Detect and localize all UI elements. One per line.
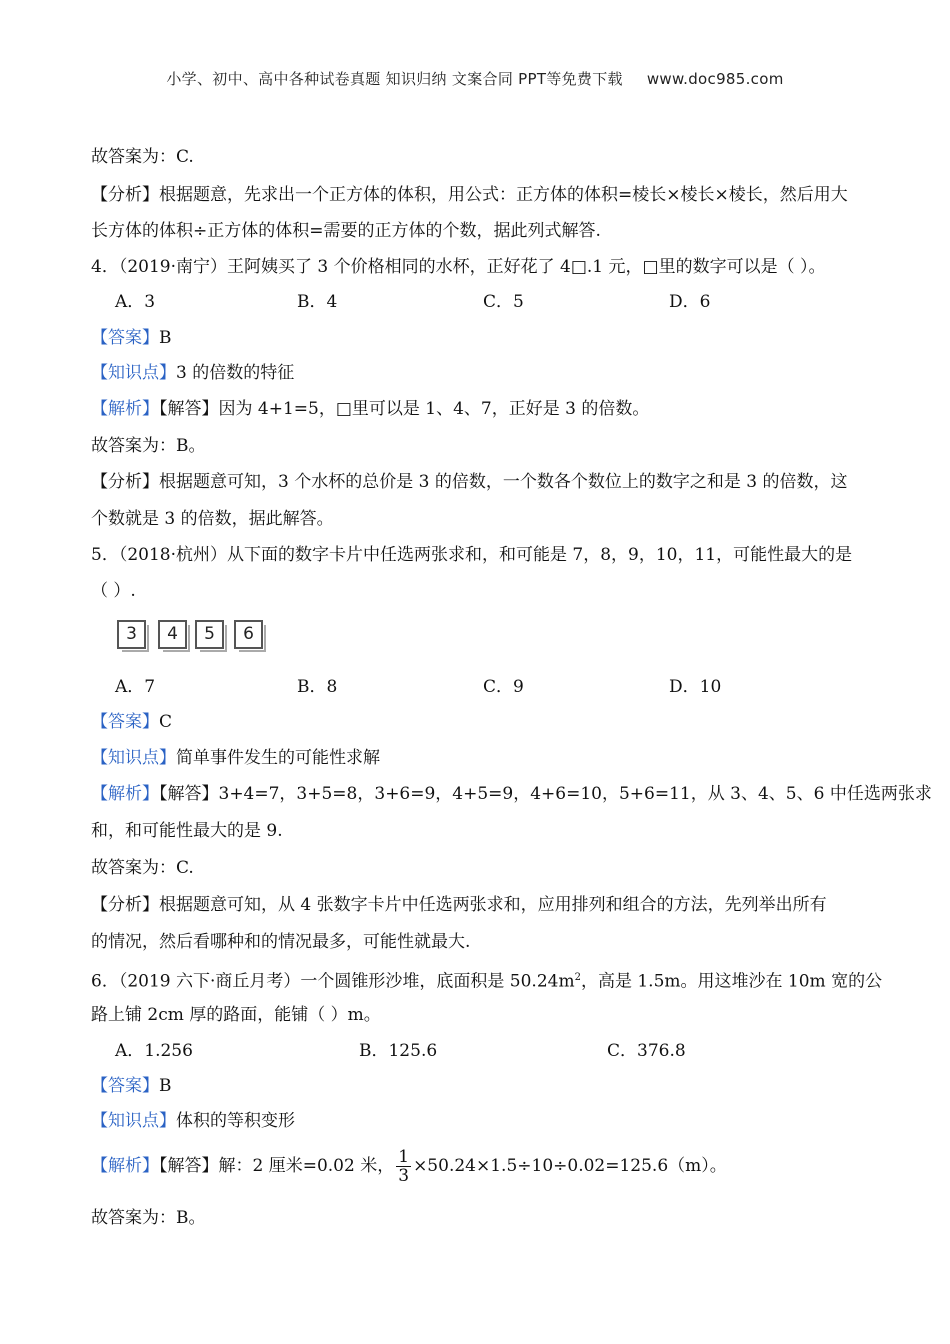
q6-knowledge: 【知识点】体积的等积变形	[91, 1111, 295, 1131]
q5-stem-line1: 5．（2018·杭州）从下面的数字卡片中任选两张求和，和可能是 7，8，9，10，11，可能性最大的是	[91, 545, 853, 565]
explain-tag: 【解析】	[91, 1156, 159, 1176]
answer-tag: 【答案】	[91, 712, 159, 732]
prev-analysis-line1: 【分析】根据题意，先求出一个正方体的体积，用公式：正方体的体积=棱长×棱长×棱长，然后用大	[91, 185, 848, 205]
q6-explain: 【解析】【解答】解：2 厘米=0.02 米， $\frac{1}{3}$ ×50.24×1.5÷10÷0.02=125.6（m）。	[91, 1147, 727, 1186]
prev-analysis-line2: 长方体的体积÷正方体的体积=需要的正方体的个数，据此列式解答.	[91, 221, 601, 241]
explain-tag: 【解析】	[91, 784, 159, 804]
fraction: $\frac{1}{3}$	[398, 1147, 410, 1186]
q5-explain-line2: 和，和可能性最大的是 9.	[91, 821, 283, 841]
q6-answer: 【答案】B	[91, 1076, 172, 1096]
q4-knowledge: 【知识点】3 的倍数的特征	[91, 363, 295, 383]
q4-final: 故答案为：B。	[91, 436, 206, 456]
q6-option-a: A．1.256	[115, 1041, 193, 1061]
number-card: 4	[158, 620, 187, 649]
q6-stem-line2: 路上铺 2cm 厚的路面，能铺（ ）m。	[91, 1005, 381, 1025]
q4-option-b: B．4	[297, 292, 338, 312]
q5-stem-line2: （ ）.	[91, 581, 136, 601]
prev-answer-line: 故答案为：C.	[91, 147, 194, 167]
explain-tag: 【解析】	[91, 399, 159, 419]
q5-option-c: C．9	[483, 677, 524, 697]
q6-option-b: B．125.6	[359, 1041, 438, 1061]
knowledge-tag: 【知识点】	[91, 1111, 176, 1131]
analysis-tag: 【分析】	[91, 895, 159, 915]
q4-analysis-line2: 个数就是 3 的倍数，据此解答。	[91, 509, 334, 529]
q4-option-c: C．5	[483, 292, 524, 312]
number-card: 3	[117, 620, 146, 649]
knowledge-tag: 【知识点】	[91, 748, 176, 768]
answer-tag: 【答案】	[91, 1076, 159, 1096]
q5-analysis-line1: 【分析】根据题意可知，从 4 张数字卡片中任选两张求和，应用排列和组合的方法，先列举出所有	[91, 895, 827, 915]
watermark-text: 小学、初中、高中各种试卷真题 知识归纳 文案合同 PPT等免费下载	[166, 70, 623, 88]
watermark-site: www.doc985.com	[646, 70, 784, 88]
analysis-tag: 【分析】	[91, 472, 159, 492]
q5-knowledge: 【知识点】简单事件发生的可能性求解	[91, 748, 380, 768]
q4-answer: 【答案】B	[91, 328, 172, 348]
q4-explain: 【解析】【解答】因为 4+1=5，□里可以是 1、4、7，正好是 3 的倍数。	[91, 399, 650, 419]
q4-option-d: D．6	[669, 292, 711, 312]
q5-final: 故答案为：C.	[91, 858, 194, 878]
analysis-tag: 【分析】	[91, 185, 159, 205]
q5-analysis-line2: 的情况，然后看哪种和的情况最多，可能性就最大.	[91, 932, 471, 952]
q5-option-a: A．7	[115, 677, 156, 697]
q5-option-d: D．10	[669, 677, 722, 697]
header-watermark	[0, 68, 950, 89]
q6-stem-line1: 6．（2019 六下·商丘月考）一个圆锥形沙堆，底面积是 $50.24m^2$，高是 1.5m。用这堆沙在 10m 宽的公	[91, 971, 883, 992]
q5-explain-line1: 【解析】【解答】3+4=7，3+5=8，3+6=9，4+5=9，4+6=10，5+6=11，从 3、4、5、6 中任选两张求	[91, 784, 932, 804]
number-card: 6	[234, 620, 263, 649]
q5-option-b: B．8	[297, 677, 338, 697]
knowledge-tag: 【知识点】	[91, 363, 176, 383]
q4-analysis-line1: 【分析】根据题意可知，3 个水杯的总价是 3 的倍数，一个数各个数位上的数字之和是 3 的倍数，这	[91, 472, 848, 492]
number-card: 5	[195, 620, 224, 649]
q5-answer: 【答案】C	[91, 712, 173, 732]
q4-stem: 4．（2019·南宁）王阿姨买了 3 个价格相同的水杯，正好花了 4□.1 元，□里的数字可以是（ ）。	[91, 257, 826, 277]
q6-final: 故答案为：B。	[91, 1208, 206, 1228]
q6-option-c: C．376.8	[607, 1041, 686, 1061]
q4-option-a: A．3	[115, 292, 156, 312]
answer-tag: 【答案】	[91, 328, 159, 348]
